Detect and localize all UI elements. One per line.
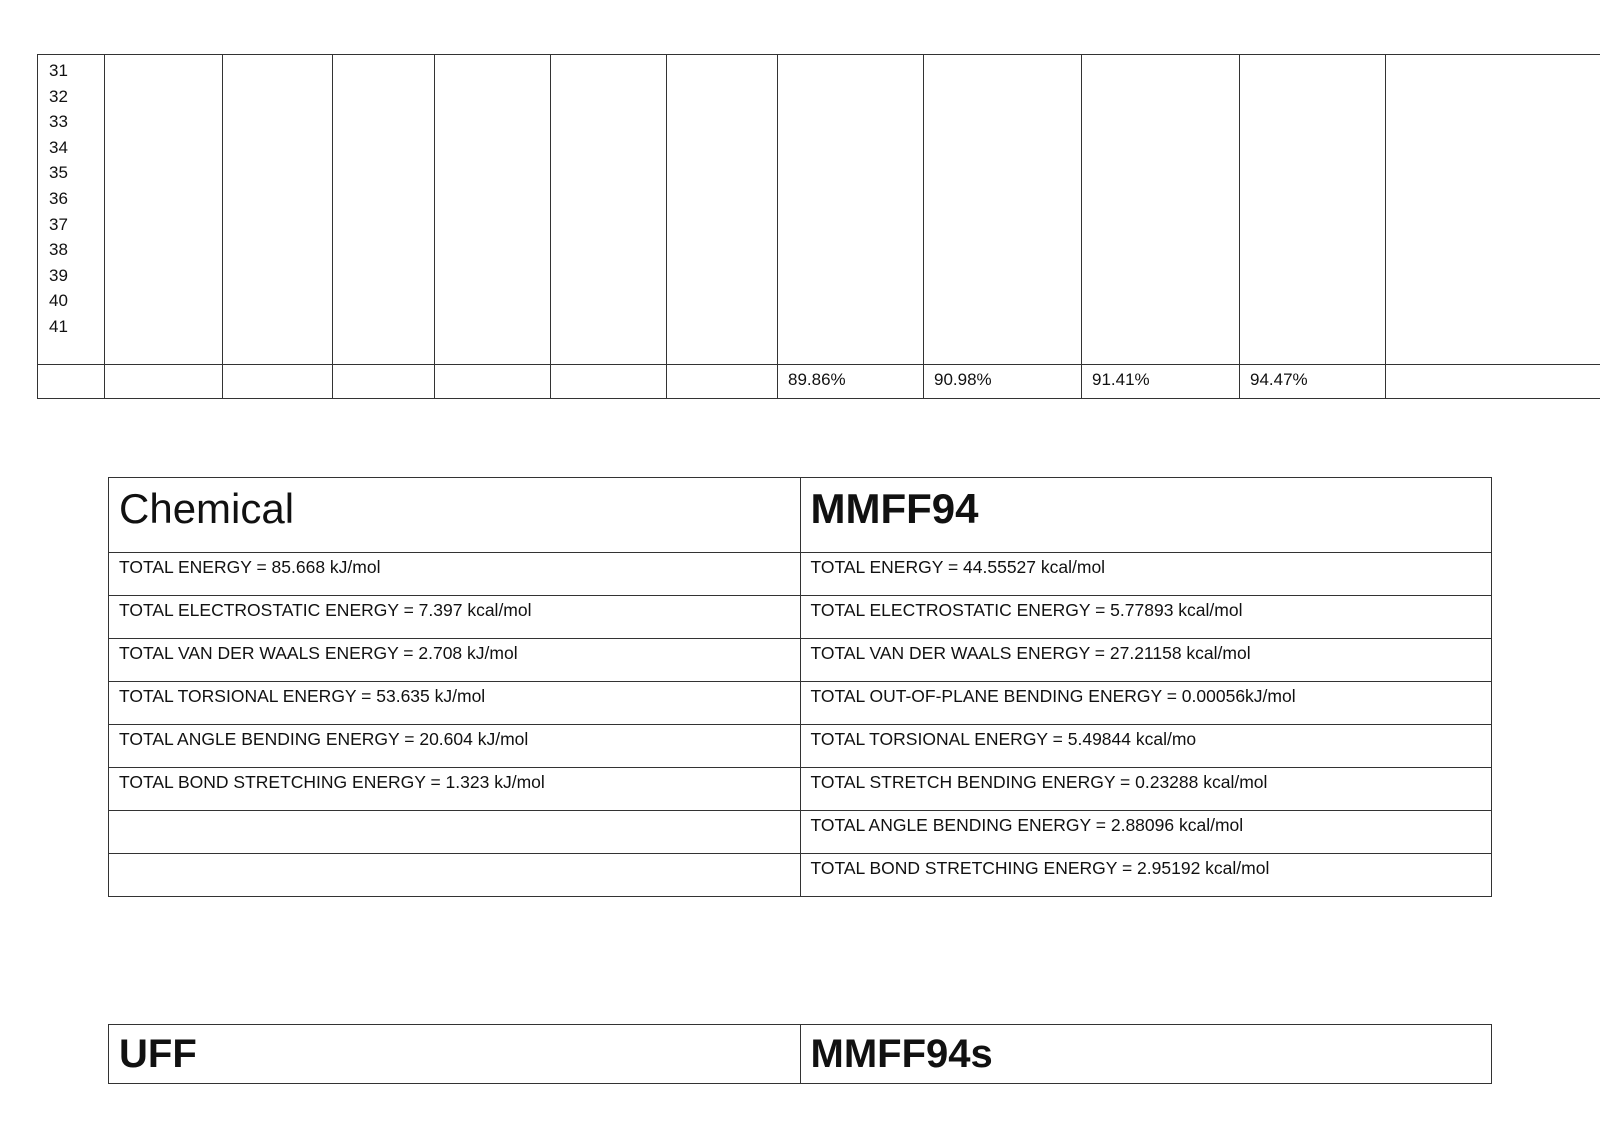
table-header-row: [109, 478, 1492, 553]
line-number: 39: [49, 265, 68, 285]
line-number: 34: [49, 137, 68, 157]
table-row: [109, 811, 1492, 854]
table-row: [109, 596, 1492, 639]
energy-value: TOTAL TORSIONAL ENERGY = 53.635 kJ/mol: [109, 682, 801, 725]
table-cell: [333, 365, 435, 399]
percentage-cell: 90.98%: [924, 365, 1082, 399]
table-cell: [1240, 55, 1386, 365]
line-number-column: [38, 55, 105, 365]
forcefield-header-table: [108, 1024, 1492, 1084]
energy-value: TOTAL VAN DER WAALS ENERGY = 2.708 kJ/mol: [109, 639, 801, 682]
table-row: [109, 854, 1492, 897]
energy-value: TOTAL TORSIONAL ENERGY = 5.49844 kcal/mo: [800, 725, 1492, 768]
table-cell: [105, 365, 223, 399]
energy-value: TOTAL BOND STRETCHING ENERGY = 1.323 kJ/mol: [109, 768, 801, 811]
line-number: 35: [49, 163, 68, 183]
energy-value: TOTAL ELECTROSTATIC ENERGY = 5.77893 kcal/mol: [800, 596, 1492, 639]
table-row: [38, 365, 1600, 399]
table-cell: [778, 55, 924, 365]
table-cell: [1386, 55, 1600, 365]
table-header-row: [109, 1025, 1492, 1084]
line-number: 41: [49, 316, 68, 336]
table-row: [109, 553, 1492, 596]
table-cell: [667, 365, 778, 399]
percentage-cell: 94.47%: [1240, 365, 1386, 399]
table-cell: [551, 365, 667, 399]
percentage-cell: 91.41%: [1082, 365, 1240, 399]
table-cell: [1386, 365, 1600, 399]
line-number: 33: [49, 112, 68, 132]
table-cell: [105, 55, 223, 365]
table-cell: [223, 55, 333, 365]
table-cell: [1082, 55, 1240, 365]
table-cell: [333, 55, 435, 365]
table-row: [38, 55, 1600, 365]
line-number: 31: [49, 61, 68, 80]
energy-value: TOTAL ELECTROSTATIC ENERGY = 7.397 kcal/mol: [109, 596, 801, 639]
table-row: [109, 682, 1492, 725]
table-cell: [38, 365, 105, 399]
table-row: [109, 725, 1492, 768]
column-header-chemical: Chemical: [109, 478, 801, 553]
energy-value: TOTAL ANGLE BENDING ENERGY = 2.88096 kcal/mol: [800, 811, 1492, 854]
table-cell: [551, 55, 667, 365]
energy-value: TOTAL ANGLE BENDING ENERGY = 20.604 kJ/mol: [109, 725, 801, 768]
column-header-mmff94: MMFF94: [800, 478, 1492, 553]
table-row: [109, 639, 1492, 682]
energy-value: TOTAL ENERGY = 44.55527 kcal/mol: [800, 553, 1492, 596]
line-number: 37: [49, 214, 68, 234]
column-header-mmff94s: MMFF94s: [800, 1025, 1492, 1084]
line-number: 32: [49, 86, 68, 106]
energy-value: TOTAL OUT-OF-PLANE BENDING ENERGY = 0.00056kJ/mol: [800, 682, 1492, 725]
table-cell: [435, 55, 551, 365]
energy-value: TOTAL VAN DER WAALS ENERGY = 27.21158 kcal/mol: [800, 639, 1492, 682]
results-table: [37, 54, 1600, 399]
table-cell: [223, 365, 333, 399]
energy-value: TOTAL BOND STRETCHING ENERGY = 2.95192 kcal/mol: [800, 854, 1492, 897]
energy-comparison-table: [108, 477, 1492, 897]
line-number: 36: [49, 188, 68, 208]
energy-value: [109, 854, 801, 897]
table-row: [109, 768, 1492, 811]
energy-value: TOTAL ENERGY = 85.668 kJ/mol: [109, 553, 801, 596]
energy-value: [109, 811, 801, 854]
table-cell: [924, 55, 1082, 365]
table-cell: [667, 55, 778, 365]
energy-value: TOTAL STRETCH BENDING ENERGY = 0.23288 kcal/mol: [800, 768, 1492, 811]
column-header-uff: UFF: [109, 1025, 801, 1084]
line-number: 40: [49, 291, 68, 311]
percentage-cell: 89.86%: [778, 365, 924, 399]
line-number: 38: [49, 240, 68, 260]
table-cell: [435, 365, 551, 399]
